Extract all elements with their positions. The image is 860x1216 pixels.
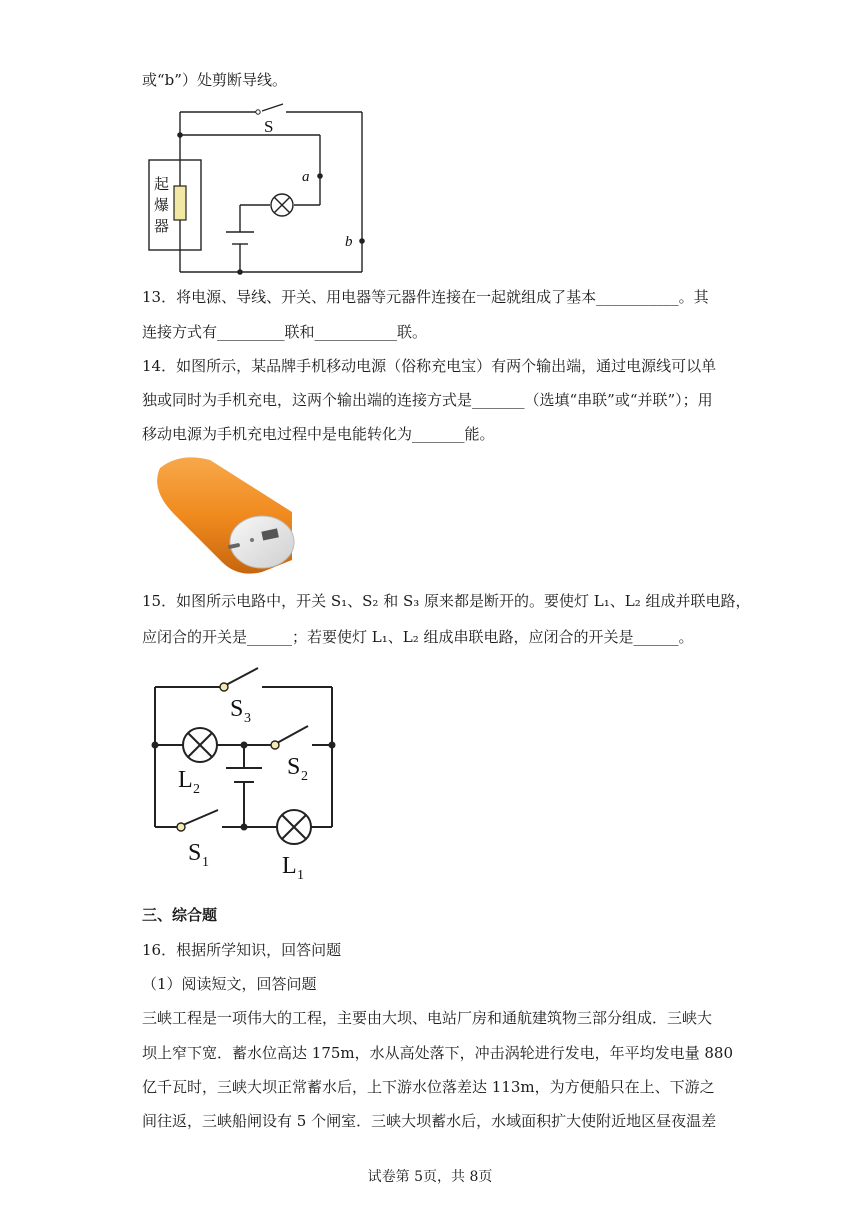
switch-s3-subscript: 3 — [244, 711, 251, 726]
switch-s1-subscript: 1 — [202, 855, 209, 870]
passage-line: 三峡工程是一项伟大的工程，主要由大坝、电站厂房和通航建筑物三部分组成．三峡大 — [142, 1009, 713, 1027]
lamp-l1-label: L — [282, 853, 297, 879]
question-14: 14．如图所示，某品牌手机移动电源（俗称充电宝）有两个输出端，通过电源线可以单 — [142, 357, 717, 375]
page-footer: 试卷第 5页，共 8页 — [367, 1169, 493, 1185]
question-16-part-1: （1）阅读短文，回答问题 — [142, 975, 317, 993]
question-15-cont: 应闭合的开关是______；若要使灯 L₁、L₂ 组成串联电路，应闭合的开关是______。 — [142, 628, 694, 646]
switch-s2-subscript: 2 — [301, 769, 308, 784]
switch-s1-label: S — [188, 840, 202, 866]
switch-label: S — [264, 117, 274, 136]
switch-s2-label: S — [287, 754, 301, 780]
passage-line: 间往返，三峡船闸设有 5 个闸室．三峡大坝蓄水后，水域面积扩大使附近地区昼夜温差 — [142, 1112, 717, 1130]
question-13: 13．将电源、导线、开关、用电器等元器件连接在一起就组成了基本___________。其 — [142, 288, 709, 306]
text-line: 或“b”）处剪断导线。 — [142, 71, 287, 89]
passage-line: 坝上窄下宽．蓄水位高达 175m，水从高处落下，冲击涡轮进行发电，年平均发电量 880 — [142, 1044, 734, 1062]
detonator-char: 爆 — [154, 196, 170, 214]
lamp-l2-label: L — [178, 767, 193, 793]
section-heading: 三、综合题 — [142, 906, 218, 924]
point-b-label: b — [345, 234, 353, 250]
question-14-cont: 独或同时为手机充电，这两个输出端的连接方式是_______（选填“串联”或“并联”）；用 — [142, 391, 713, 409]
lamp-l1-subscript: 1 — [297, 868, 304, 883]
passage-line: 亿千瓦时，三峡大坝正常蓄水后，上下游水位落差达 113m，为方便船只在上、下游之 — [142, 1078, 715, 1096]
detonator-char: 起 — [154, 175, 170, 193]
detonator-char: 器 — [154, 217, 170, 235]
question-15: 15．如图所示电路中，开关 S₁、S₂ 和 S₃ 原来都是断开的。要使灯 L₁、L₂ 组成并联电路， — [142, 592, 751, 610]
switch-s3-label: S — [230, 696, 244, 722]
question-16: 16．根据所学知识，回答问题 — [142, 941, 342, 959]
point-a-label: a — [302, 169, 310, 185]
question-14-cont: 移动电源为手机充电过程中是电能转化为_______能。 — [142, 425, 495, 443]
lamp-l2-subscript: 2 — [193, 782, 200, 797]
question-13-cont: 连接方式有_________联和___________联。 — [142, 323, 428, 341]
